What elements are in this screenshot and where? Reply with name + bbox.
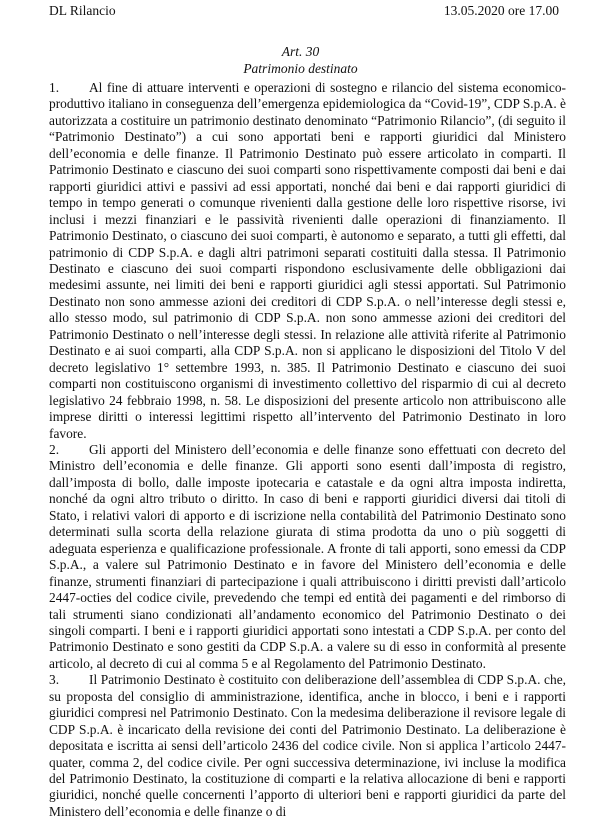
paragraph-1 xyxy=(49,80,566,442)
paragraph-text: Gli apporti del Ministero dell’economia e delle finanze sono effettuati con decreto del Ministro dell’economia e delle finanze. Gli apporti sono esenti dall’imposta di registro, dall’imposta di bollo, dalle imposte ipotecaria e catastale e da ogni altra imposta indiretta, nonché da ogni altro tributo o diritto. In caso di beni e rapporti giuridici diversi dai titoli di Stato, i relativi valori di apporto e di iscrizione nella contabilità del Patrimonio Destinato sono determinati sulla scorta della relazione giurata di stima prodotta da uno o più soggetti di adeguata esperienza e qualificazione professionale. A fronte di tali apporti, sono emessi da CDP S.p.A., a valere sul Patrimonio Destinato e in favore del Ministero dell’economia e delle finanze, strumenti finanziari di partecipazione i quali attribuiscono i diritti previsti dall’articolo 2447-octies del codice civile, prevedendo che tempi ed entità dei pagamenti e del rimborso di tali strumenti siano condizionati all’andamento economico del Patrimonio Destinato o dei singoli comparti. I beni e i rapporti giuridici apportati sono intestati a CDP S.p.A. per conto del Patrimonio Destinato e sono gestiti da CDP S.p.A. a valere su di esso in conformità al presente articolo, al decreto di cui al comma 5 e al Regolamento del Patrimonio Destinato. xyxy=(49,441,566,671)
paragraph-3 xyxy=(49,672,566,820)
paragraph-number: 2. xyxy=(49,441,60,457)
article-body xyxy=(49,80,566,820)
paragraph-text: Al fine di attuare interventi e operazioni di sostegno e rilancio del sistema economico-produttivo italiano in conseguenza dell’emergenza epidemiologica da “Covid-19”, CDP S.p.A. è autorizzata a costituire un patrimonio destinato denominato “Patrimonio Rilancio”, (di seguito il “Patrimonio Destinato”) a cui sono apportati beni e rapporti giuridici dal Ministero dell’economia e delle finanze. Il Patrimonio Destinato può essere articolato in comparti. Il Patrimonio Destinato e ciascuno dei suoi comparti sono rispettivamente composti dai beni e dai rapporti giuridici attivi e passivi ad essi apportati, nonché dai beni e dai rapporti giuridici di tempo in tempo generati o comunque rivenienti dalla gestione delle loro rispettive risorse, ivi inclusi i mezzi finanziari e le passività rivenienti dalle operazioni di finanziamento. Il Patrimonio Destinato, o ciascuno dei suoi comparti, è autonomo e separato, a tutti gli effetti, dal patrimonio di CDP S.p.A. e dagli altri patrimoni separati costituiti dalla stessa. Il Patrimonio Destinato e ciascuno dei suoi comparti rispondono esclusivamente delle obbligazioni dai medesimi assunte, nei limiti dei beni e rapporti giuridici agli stessi apportati. Sul Patrimonio Destinato non sono ammesse azioni dei creditori di CDP S.p.A. o nell’interesse degli stessi e, allo stesso modo, sul patrimonio di CDP S.p.A. non sono ammesse azioni dei creditori del Patrimonio Destinato o nell’interesse degli stessi. In relazione alle attività riferite al Patrimonio Destinato e ai suoi comparti, alla CDP S.p.A. non si applicano le disposizioni del Titolo V del decreto legislativo 1° settembre 1993, n. 385. Il Patrimonio Destinato e ciascuno dei suoi comparti non costituiscono organismi di investimento collettivo del risparmio di cui al decreto legislativo 24 febbraio 1998, n. 58. Le disposizioni del presente articolo non attribuiscono alle imprese diritti o interessi legittimi rispetto all’intervento del Patrimonio Destinato in loro favore. xyxy=(49,80,566,441)
paragraph-number: 1. xyxy=(49,80,60,95)
article-number: Art. 30 xyxy=(281,44,320,59)
page-header xyxy=(49,3,559,21)
paragraph-number: 3. xyxy=(49,672,60,688)
document-title: DL Rilancio xyxy=(49,3,116,18)
article-title: Patrimonio destinato xyxy=(243,61,358,76)
paragraph-text: Il Patrimonio Destinato è costituito con deliberazione dell’assemblea di CDP S.p.A. che, su proposta del consiglio di amministrazione, identifica, anche in blocco, i beni e i rapporti giuridici compresi nel Patrimonio Destinato. Con la medesima deliberazione il revisore legale di CDP S.p.A. è incaricato della revisione dei conti del Patrimonio Destinato. La deliberazione è depositata e iscritta ai sensi dell’articolo 2436 del codice civile. Non si applica l’articolo 2447-quater, comma 2, del codice civile. Per ogni successiva determinazione, ivi incluse la modifica del Patrimonio Destinato, la costituzione di comparti e la relativa allocazione di beni e rapporti giuridici, nonché quelle concernenti l’apporto di ulteriori beni e rapporti giuridici da parte del Ministero dell’economia e delle finanze o di xyxy=(49,672,566,819)
document-date: 13.05.2020 ore 17.00 xyxy=(443,3,559,18)
paragraph-2 xyxy=(49,442,566,672)
